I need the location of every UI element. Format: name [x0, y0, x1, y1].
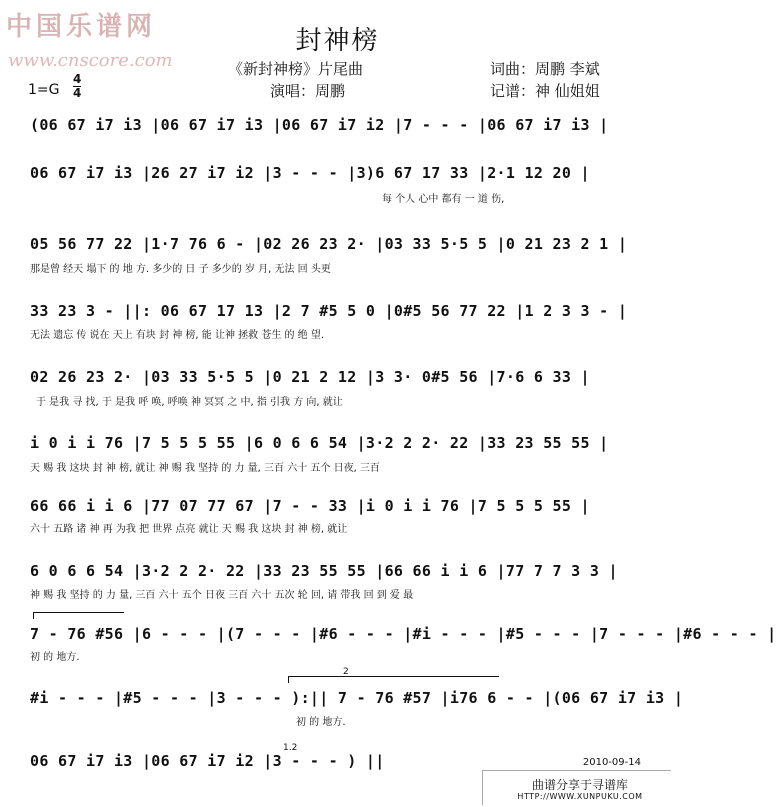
lyric-line: 于 是我 寻 找, 于 是我 呼 唤, 呼唤 神 冥冥 之 中, 指 引我 方 向, 就让 [36, 397, 343, 408]
lyric-line: 那是曾 经天 塌下 的 地 方. 多少的 日 子 多少的 岁 月, 无法 回 头更 [30, 264, 331, 275]
volta-number: 2 [343, 667, 349, 677]
notation-line: 02 26 23 2· |03 33 5·5 5 |0 21 2 12 |3 3· 0#5 56 |7·6 6 33 | [30, 368, 590, 386]
notation-line: 33 23 3 - ||: 06 67 17 13 |2 7 #5 5 0 |0#5 56 77 22 |1 2 3 3 - | [30, 302, 628, 320]
notation-line: 05 56 77 22 |1·7 76 6 - |02 26 23 2· |03 33 5·5 5 |0 21 23 2 1 | [30, 235, 628, 253]
notation-line: #i - - - |#5 - - - |3 - - - ):|| 7 - 76 #57 |i76 6 - - |(06 67 i7 i3 | [30, 689, 684, 707]
watermark-site-name: 中国乐谱网 [6, 12, 157, 42]
lyric-line: 初 的 地方. [30, 652, 80, 663]
share-url: HTTP://WWW.XUNPUKU.COM [517, 792, 643, 801]
watermark-url: www.cnscore.com [8, 50, 173, 71]
lyric-line: 每 个人 心中 都有 一 道 伤, [382, 194, 505, 205]
time-signature [73, 74, 81, 99]
singer-credit: 演唱：周鹏 [270, 82, 346, 100]
lyric-line: 神 赐 我 坚持 的 力 量, 三百 六十 五个 日夜 三百 六十 五次 轮 回, 请 带我 回 到 爱 最 [30, 590, 414, 601]
date-stamp: 2010-09-14 [582, 757, 641, 768]
lyric-line: 无法 遗忘 传 说在 天上 有块 封 神 榜, 能 让神 拯救 苍生 的 绝 望. [30, 330, 325, 341]
notation-line: 6 0 6 6 54 |3·2 2 2· 22 |33 23 55 55 |66 66 i i 6 |77 7 7 3 3 | [30, 562, 618, 580]
time-signature-bottom: 4 [73, 86, 82, 100]
notation-line: (06 67 i7 i3 |06 67 i7 i3 |06 67 i7 i2 |7 - - - |06 67 i7 i3 | [30, 116, 609, 134]
notation-line: 06 67 i7 i3 |26 27 i7 i2 |3 - - - |3)6 67 17 33 |2·1 12 20 | [30, 164, 590, 182]
song-title: 封神榜 [295, 26, 380, 56]
volta-bracket [288, 676, 499, 683]
volta-bracket [33, 612, 124, 619]
transcriber-credit: 记谱：神 仙姐姐 [490, 82, 600, 100]
volta-number: 1.2 [283, 743, 298, 753]
lyric-line: 初 的 地方. [296, 717, 346, 728]
song-subtitle: 《新封神榜》片尾曲 [228, 60, 364, 78]
lyric-line: 六十 五路 诸 神 再 为我 把 世界 点亮 就让 天 赐 我 这块 封 神 榜, 就让 [30, 524, 348, 535]
key-signature: 1=G [28, 82, 60, 98]
time-signature-top: 4 [73, 72, 82, 86]
composer-credit: 词曲：周鹏 李斌 [490, 60, 600, 78]
notation-line: i 0 i i 76 |7 5 5 5 55 |6 0 6 6 54 |3·2 2 2· 22 |33 23 55 55 | [30, 434, 609, 452]
share-text: 曲谱分享于寻谱库 [531, 778, 628, 792]
notation-line: 66 66 i i 6 |77 07 77 67 |7 - - 33 |i 0 i i 76 |7 5 5 5 55 | [30, 497, 590, 515]
notation-line: 06 67 i7 i3 |06 67 i7 i2 |3 - - - ) || [30, 752, 385, 770]
lyric-line: 天 赐 我 这块 封 神 榜, 就让 神 赐 我 坚持 的 力 量, 三百 六十 五个 日夜, 三百 [30, 463, 380, 474]
notation-line: 7 - 76 #56 |6 - - - |(7 - - - |#6 - - - |#i - - - |#5 - - - |7 - - - |#6 - - - | [30, 625, 776, 643]
